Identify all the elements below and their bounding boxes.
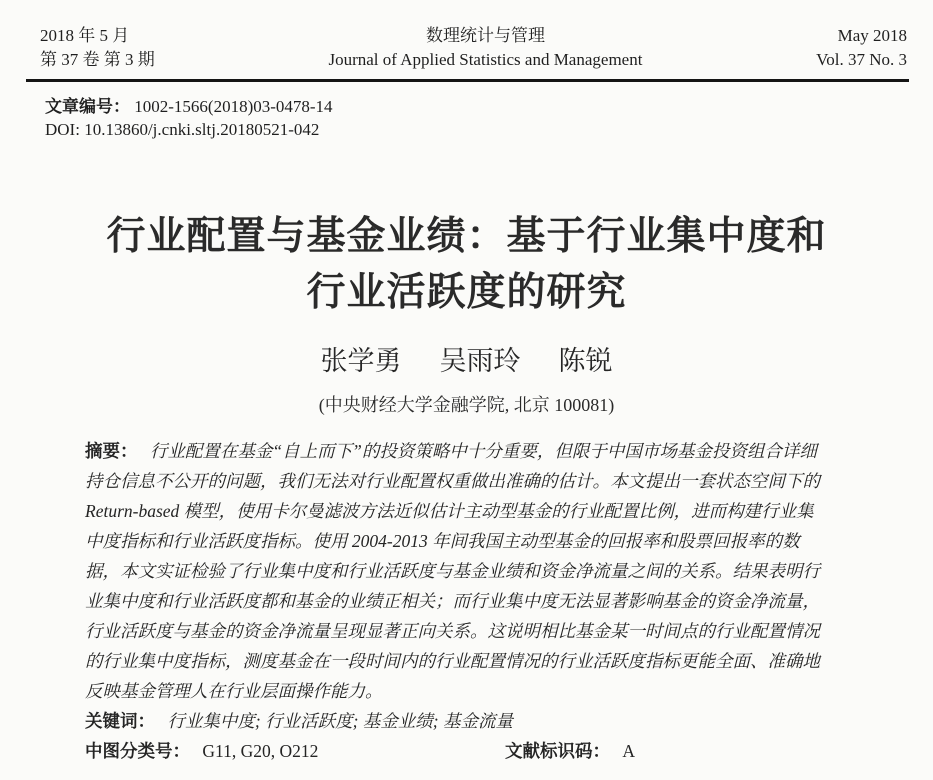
abstract-line (85, 436, 905, 466)
abstract-label: 摘要： (85, 441, 138, 461)
header-rule (26, 79, 909, 82)
abstract-line: 行业活跃度与基金的资金净流量呈现显著正向关系。这说明相比基金某一时间点的行业配置情况 (85, 621, 820, 641)
article-number-value: 1002-1566(2018)03-0478-14 (134, 97, 333, 116)
header-left (40, 24, 155, 72)
paper-title (0, 209, 933, 321)
article-meta (45, 95, 933, 141)
doi-line (45, 118, 933, 141)
abstract-line: 持仓信息不公开的问题，我们无法对行业配置权重做出准确的估计。本文提出一套状态空间下的 (85, 471, 820, 491)
abstract-line: 的行业集中度指标，测度基金在一段时间内的行业配置情况的行业活跃度指标更能全面、准确地 (85, 651, 820, 671)
doc-code-pair (505, 736, 635, 766)
paper-title-line1: 行业配置与基金业绩：基于行业集中度和 (106, 215, 827, 258)
author-name: 吴雨玲 (439, 346, 521, 376)
article-number-label: 文章编号： (45, 97, 130, 116)
header-issue-en: Vol. 37 No. 3 (816, 50, 907, 69)
journal-header (0, 0, 933, 72)
affiliation: (中央财经大学金融学院, 北京 100081) (318, 395, 615, 415)
classification-line (85, 736, 905, 766)
abstract-line: 据，本文实证检验了行业集中度和行业活跃度与基金业绩和资金净流量之间的关系。结果表明行 (85, 561, 820, 581)
abstract-text: 行业配置在基金“自上而下”的投资策略中十分重要，但限于中国市场基金投资组合详细 (149, 441, 817, 461)
abstract-line: 反映基金管理人在行业层面操作能力。 (85, 681, 383, 701)
abstract (85, 436, 905, 706)
journal-name-cn: 数理统计与管理 (425, 26, 545, 45)
header-issue-cn: 第 37 卷 第 3 期 (40, 50, 155, 69)
keywords-text: 行业集中度; 行业活跃度; 基金业绩; 基金流量 (167, 711, 513, 731)
keywords-line (85, 706, 905, 736)
journal-name-en: Journal of Applied Statistics and Management (328, 50, 643, 69)
abstract-line: Return-based 模型，使用卡尔曼滤波方法近似估计主动型基金的行业配置比例，进而构建行业集 (85, 501, 814, 521)
header-date-en: May 2018 (837, 26, 907, 45)
doi-value: 10.13860/j.cnki.sltj.20180521-042 (84, 120, 320, 139)
author-name: 张学勇 (320, 346, 402, 376)
header-right (816, 24, 907, 72)
header-date-cn: 2018 年 5 月 (40, 26, 130, 45)
doc-code-label: 文献标识码： (505, 741, 610, 761)
doi-label: DOI: (45, 120, 80, 139)
clc-value: G11, G20, O212 (202, 741, 319, 761)
keywords-label: 关键词： (85, 711, 155, 731)
paper-title-line2: 行业活跃度的研究 (306, 271, 627, 314)
clc-pair (85, 736, 505, 766)
abstract-line: 中度指标和行业活跃度指标。使用 2004-2013 年间我国主动型基金的回报率和股票回报率的数 (85, 531, 800, 551)
doc-code-value: A (622, 741, 636, 761)
author-name: 陈锐 (558, 346, 613, 376)
author-list (0, 346, 933, 376)
abstract-line: 业集中度和行业活跃度都和基金的业绩正相关；而行业集中度无法显著影响基金的资金净流量， (85, 591, 820, 611)
clc-label: 中图分类号： (85, 741, 190, 761)
article-number-line (45, 95, 933, 118)
header-center (155, 24, 816, 72)
